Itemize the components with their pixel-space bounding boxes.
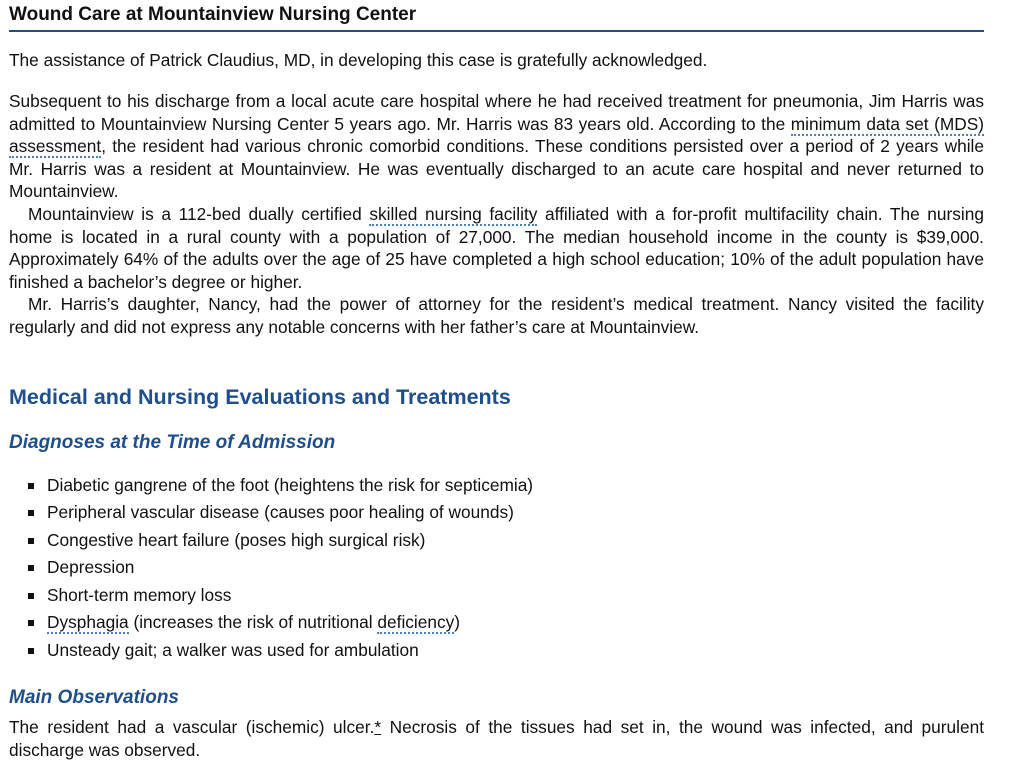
list-item-text: Congestive heart failure (poses high surgical risk) xyxy=(47,529,426,550)
bullet-icon xyxy=(28,620,34,626)
deficiency-term-link[interactable]: deficiency xyxy=(377,612,455,633)
list-item xyxy=(28,609,984,637)
diagnoses-list xyxy=(9,472,984,665)
facility-text-end: affiliated with a for-profit multifacility chain. The nursing home is located in a rural county with a population of 27,000. The median household income in the county is $39,000. Approximately 64% of the adults over the age of 25 have completed a high school education; 10% of the adult population have finished a bachelor’s degree or higher. xyxy=(9,203,984,292)
list-item xyxy=(28,472,984,500)
document-page xyxy=(9,0,984,761)
dysphagia-term-link[interactable]: Dysphagia xyxy=(47,612,129,633)
intro-text-end: , the resident had various chronic comorbid conditions. These conditions persisted over a period of 2 years while Mr. Harris was a resident at Mountainview. He was eventually discharged to an acute care hospital and never returned to Mountainview. xyxy=(9,136,984,202)
bullet-icon xyxy=(28,593,34,599)
bullet-icon xyxy=(28,483,34,489)
mds-assessment-term-link[interactable]: minimum data set (MDS) assessment xyxy=(9,113,984,157)
list-item-text-end: ) xyxy=(454,612,461,633)
list-item-text: Diabetic gangrene of the foot (heightens the risk for septicemia) xyxy=(47,474,534,495)
skilled-nursing-facility-term-link[interactable]: skilled nursing facility xyxy=(369,203,538,224)
facility-paragraph xyxy=(9,203,984,293)
diagnoses-heading: Diagnoses at the Time of Admission xyxy=(9,431,336,453)
footnote-link[interactable]: * xyxy=(374,717,382,738)
observations-text-start: The resident had a vascular (ischemic) ulcer. xyxy=(9,717,375,738)
list-item-text: (increases the risk of nutritional xyxy=(128,612,378,633)
intro-text-start: Subsequent to his discharge from a local acute care hospital where he had received treatment for pneumonia, Jim Harris was admitted to Mountainview Nursing Center 5 years ago. Mr. Harris was 83 years old. According to the xyxy=(9,91,984,134)
section-heading: Medical and Nursing Evaluations and Treatments xyxy=(9,384,511,409)
list-item-text: Depression xyxy=(47,557,135,578)
bullet-icon xyxy=(28,565,34,571)
bullet-icon xyxy=(28,648,34,654)
observations-text-end: Necrosis of the tissues had set in, the wound was infected, and purulent discharge was observed. xyxy=(9,717,984,760)
facility-text-start: Mountainview is a 112-bed dually certified xyxy=(28,203,370,224)
acknowledgement-text: The assistance of Patrick Claudius, MD, in developing this case is gratefully acknowledged. xyxy=(9,50,708,70)
intro-paragraph xyxy=(9,90,984,203)
family-paragraph: Mr. Harris’s daughter, Nancy, had the power of attorney for the resident’s medical treatment. Nancy visited the facility regularly and did not express any notable concerns with her father’s care at Mountainview. xyxy=(9,294,984,337)
observations-paragraph xyxy=(9,716,984,761)
list-item-text: Peripheral vascular disease (causes poor healing of wounds) xyxy=(47,502,514,523)
bullet-icon xyxy=(28,538,34,544)
document-title: Wound Care at Mountainview Nursing Center xyxy=(9,4,417,25)
bullet-icon xyxy=(28,510,34,516)
list-item-text: Unsteady gait; a walker was used for ambulation xyxy=(47,639,419,660)
title-divider xyxy=(9,30,984,32)
list-item xyxy=(28,637,984,665)
list-item xyxy=(28,582,984,610)
observations-heading: Main Observations xyxy=(9,687,179,709)
list-item xyxy=(28,527,984,555)
list-item-text: Short-term memory loss xyxy=(47,584,232,605)
list-item xyxy=(28,554,984,582)
list-item xyxy=(28,499,984,527)
